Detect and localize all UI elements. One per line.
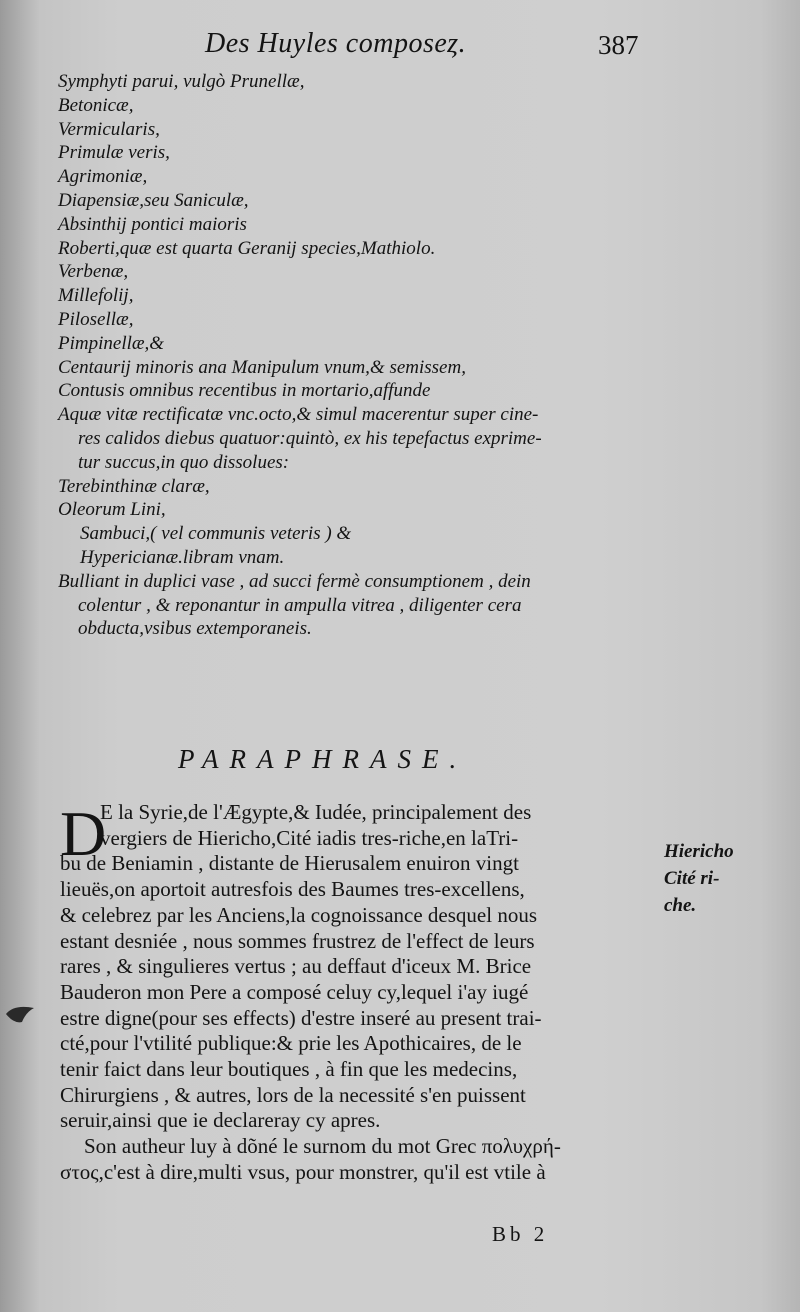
ink-stain [4,1000,38,1026]
recipe-line: Verbenæ, [58,261,129,283]
signature-mark: Bb 2 [492,1222,549,1246]
margin-note-line: che. [664,895,697,916]
recipe-line: Vermicularis, [58,118,160,140]
recipe-line: Aquæ vitæ rectificatæ vnc.octo,& simul macerentur super cine- [58,404,539,426]
text-line: & celebrez par les Anciens,la cognoissance desquel nous [60,902,538,927]
text-line: rares , & singulieres vertus ; au deffaut d'iceux M. Brice [60,954,532,979]
paraphrase-text [60,800,660,1186]
recipe-line: Oleorum Lini, [58,499,166,521]
margin-note-line: Hiericho [664,841,734,862]
recipe-line: Pimpinellæ,& [58,332,165,354]
recipe-line: Agrimoniæ, [58,166,148,188]
text-line: estant desniée , nous sommes frustrez de l'effect de leurs [60,928,535,953]
margin-note-line: Cité ri- [664,868,720,889]
running-head: Des Huyles composeȥ. [205,28,467,59]
recipe-line: res calidos diebus quatuor:quintò, ex his tepefactus exprime- [78,427,542,449]
recipe-line: Betonicæ, [58,94,134,116]
drop-cap: D [60,798,107,869]
margin-note [664,838,734,919]
recipe-line: Sambuci,( vel communis veteris ) & [80,523,352,545]
recipe-line: Symphyti parui, vulgò Prunellæ, [58,71,305,92]
text-line: cté,pour l'vtilité publique:& prie les Apothicaires, de le [60,1031,522,1056]
text-line: vergiers de Hiericho,Cité iadis tres-riche,en laTri- [100,825,519,850]
recipe-line: Diapensiæ,seu Saniculæ, [58,189,249,211]
text-line: bu de Beniamin , distante de Hierusalem enuiron vingt [60,851,519,876]
text-line: E la Syrie,de l'Ægypte,& Iudée, principalement des [100,800,532,824]
recipe-line: Centaurij minoris ana Manipulum vnum,& semissem, [58,356,466,378]
text-line: estre digne(pour ses effects) d'estre inseré au present trai- [60,1005,542,1030]
recipe-line: Absinthij pontici maioris [58,213,247,235]
text-line: στος,c'est à dire,multi vsus, pour monstrer, qu'il est vtile à [60,1159,546,1184]
text-line: Chirurgiens , & autres, lors de la necessité s'en puissent [60,1082,526,1107]
recipe-line: Millefolij, [58,285,134,307]
recipe-line: Terebinthinæ claræ, [58,475,210,497]
page-header [0,26,800,66]
section-heading: PARAPHRASE. [178,744,468,774]
recipe-line: Hypericianæ.libram vnam. [80,546,285,568]
text-line: seruir,ainsi que ie declareray cy apres. [60,1108,381,1133]
recipe-line: Roberti,quæ est quarta Geranij species,Mathiolo. [58,237,436,259]
recipe-line: Contusis omnibus recentibus in mortario,affunde [58,380,431,402]
recipe-line: tur succus,in quo dissolues: [78,451,290,473]
text-line: Bauderon mon Pere a composé celuy cy,lequel i'ay iugé [60,979,529,1004]
text-line: lieuës,on aportoit autresfois des Baumes tres-excellens, [60,877,525,902]
recipe-line: Pilosellæ, [58,308,134,330]
recipe-line: colentur , & reponantur in ampulla vitrea , diligenter cera [78,594,522,616]
text-line: tenir faict dans leur boutiques , à fin que les medecins, [60,1057,518,1082]
text-line: Son autheur luy à dõné le surnom du mot Grec πολυχρή- [84,1134,561,1159]
recipe-list [58,70,658,641]
recipe-line: Bulliant in duplici vase , ad succi fermè consumptionem , dein [58,570,531,592]
page-number: 387 [598,30,639,60]
recipe-line: obducta,vsibus extemporaneis. [78,618,312,640]
recipe-line: Primulæ veris, [58,142,170,164]
